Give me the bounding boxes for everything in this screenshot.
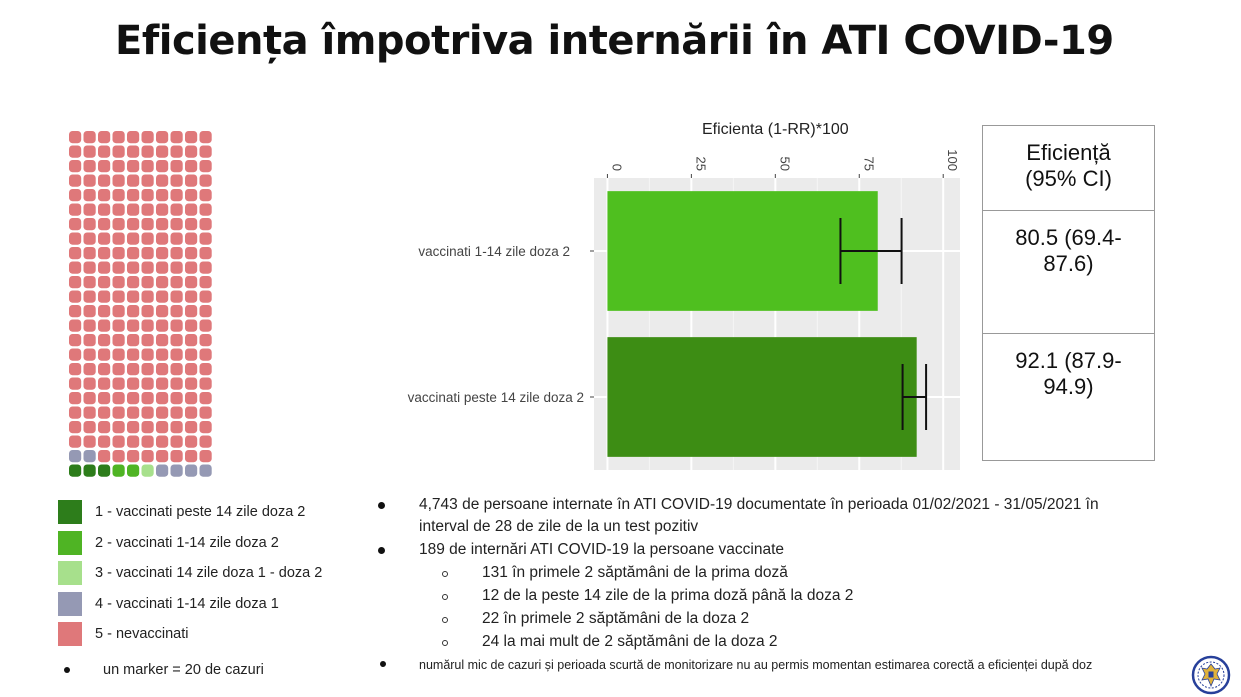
waffle-marker (113, 233, 125, 245)
waffle-marker (84, 349, 96, 361)
waffle-marker (69, 247, 81, 259)
footnote-text: numărul mic de cazuri și perioada scurtă de monitorizare nu au permis momentan estimarea corectă a eficienței după doz (419, 658, 1093, 672)
waffle-marker (156, 233, 168, 245)
waffle-marker (171, 392, 183, 404)
table-cell-line: 92.1 (87.9- (1015, 348, 1122, 373)
waffle-marker (200, 247, 212, 259)
legend-label: 5 - nevaccinati (95, 626, 189, 642)
waffle-marker (200, 131, 212, 143)
waffle-marker (142, 233, 154, 245)
waffle-marker (98, 349, 110, 361)
waffle-marker (156, 320, 168, 332)
bullet-icon (380, 661, 386, 667)
waffle-marker (142, 305, 154, 317)
waffle-marker (84, 320, 96, 332)
legend-swatch (58, 500, 82, 524)
legend-swatch (58, 561, 82, 585)
waffle-marker (185, 276, 197, 288)
waffle-marker (69, 160, 81, 172)
waffle-marker (156, 421, 168, 433)
waffle-marker (185, 378, 197, 390)
waffle-marker (98, 363, 110, 375)
waffle-marker (185, 160, 197, 172)
list-item (378, 654, 1208, 676)
waffle-marker (113, 320, 125, 332)
bar (607, 191, 877, 311)
waffle-marker (171, 363, 183, 375)
waffle-marker (84, 218, 96, 230)
waffle-marker (84, 392, 96, 404)
waffle-marker (98, 204, 110, 216)
waffle-marker (200, 392, 212, 404)
waffle-marker (69, 465, 81, 477)
legend-swatch (58, 622, 82, 646)
table-cell-line: 80.5 (69.4- (1015, 225, 1122, 250)
waffle-marker (200, 276, 212, 288)
waffle-marker (84, 436, 96, 448)
waffle-marker (69, 363, 81, 375)
category-label: vaccinati 1-14 zile doza 2 (418, 244, 570, 259)
waffle-marker (200, 349, 212, 361)
waffle-marker (84, 378, 96, 390)
waffle-marker (200, 189, 212, 201)
waffle-marker (200, 160, 212, 172)
waffle-marker (84, 363, 96, 375)
waffle-marker (171, 204, 183, 216)
circle-bullet-icon (442, 571, 448, 577)
waffle-marker (98, 421, 110, 433)
waffle-marker (113, 465, 125, 477)
waffle-marker (127, 421, 139, 433)
waffle-marker (185, 262, 197, 274)
waffle-marker (185, 204, 197, 216)
waffle-marker (84, 233, 96, 245)
waffle-marker (127, 378, 139, 390)
waffle-marker (185, 131, 197, 143)
waffle-marker (142, 247, 154, 259)
waffle-marker (200, 407, 212, 419)
waffle-marker (156, 436, 168, 448)
waffle-marker (185, 291, 197, 303)
waffle-marker (142, 363, 154, 375)
waffle-marker (127, 363, 139, 375)
waffle-marker (142, 436, 154, 448)
waffle-marker (69, 146, 81, 158)
axis-title: Eficienta (1-RR)*100 (701, 121, 849, 138)
legend-label: 4 - vaccinati 1-14 zile doza 1 (95, 595, 279, 612)
waffle-marker (142, 276, 154, 288)
waffle-marker (69, 436, 81, 448)
waffle-marker (156, 160, 168, 172)
waffle-marker (200, 146, 212, 158)
waffle-marker (127, 450, 139, 462)
waffle-marker (200, 450, 212, 462)
waffle-marker (127, 146, 139, 158)
waffle-marker (113, 276, 125, 288)
waffle-marker (98, 465, 110, 477)
waffle-marker (171, 436, 183, 448)
waffle-marker (171, 146, 183, 158)
waffle-marker (156, 189, 168, 201)
tick-label: 100 (945, 149, 961, 171)
waffle-marker (84, 262, 96, 274)
waffle-marker (113, 407, 125, 419)
waffle-marker (84, 291, 96, 303)
waffle-marker (185, 450, 197, 462)
list-item (378, 562, 1208, 585)
waffle-marker (84, 131, 96, 143)
waffle-marker (156, 450, 168, 462)
waffle-marker (113, 247, 125, 259)
waffle-marker (127, 349, 139, 361)
waffle-marker (185, 218, 197, 230)
waffle-marker (113, 334, 125, 346)
waffle-marker (98, 320, 110, 332)
waffle-marker (200, 204, 212, 216)
waffle-marker (98, 450, 110, 462)
waffle-marker (69, 407, 81, 419)
waffle-marker (127, 175, 139, 187)
waffle-marker (84, 247, 96, 259)
waffle-marker (69, 320, 81, 332)
note-subitem: 22 în primele 2 săptămâni de la doza 2 (482, 610, 750, 627)
waffle-marker (142, 349, 154, 361)
waffle-marker (98, 247, 110, 259)
waffle-marker (200, 378, 212, 390)
waffle-marker (171, 334, 183, 346)
note-text: 4,743 de persoane internate în ATI COVID-19 documentate în perioada 01/02/2021 - 31/05/2021 în (419, 496, 1099, 513)
waffle-marker (171, 276, 183, 288)
waffle-marker (84, 305, 96, 317)
waffle-marker (142, 407, 154, 419)
waffle-marker (69, 175, 81, 187)
waffle-marker (113, 291, 125, 303)
legend-label: 3 - vaccinati 14 zile doza 1 - doza 2 (95, 565, 323, 581)
waffle-marker (185, 363, 197, 375)
waffle-marker (156, 392, 168, 404)
waffle-marker (127, 233, 139, 245)
legend-label: 1 - vaccinati peste 14 zile doza 2 (95, 504, 306, 520)
waffle-marker (69, 189, 81, 201)
waffle-marker (185, 320, 197, 332)
waffle-marker (113, 450, 125, 462)
marker-note-text: un marker = 20 de cazuri (103, 662, 264, 678)
waffle-marker (142, 131, 154, 143)
waffle-marker (113, 131, 125, 143)
list-item (378, 608, 1208, 631)
waffle-marker (127, 392, 139, 404)
waffle-marker (200, 262, 212, 274)
tick-label: 50 (777, 156, 793, 171)
waffle-marker (127, 334, 139, 346)
efficacy-table (982, 125, 1155, 461)
waffle-marker (98, 160, 110, 172)
waffle-marker (200, 465, 212, 477)
waffle-marker (156, 175, 168, 187)
waffle-marker (171, 131, 183, 143)
waffle-marker (98, 291, 110, 303)
waffle-marker (142, 189, 154, 201)
waffle-marker (142, 175, 154, 187)
waffle-marker (98, 334, 110, 346)
waffle-marker (98, 407, 110, 419)
waffle-marker (84, 421, 96, 433)
waffle-marker (185, 334, 197, 346)
waffle-marker (142, 378, 154, 390)
waffle-marker (113, 189, 125, 201)
waffle-marker (98, 378, 110, 390)
table-row (983, 333, 1154, 461)
waffle-marker (98, 276, 110, 288)
waffle-marker (113, 262, 125, 274)
waffle-marker (171, 247, 183, 259)
waffle-marker (142, 320, 154, 332)
waffle-marker (185, 233, 197, 245)
waffle-marker (171, 465, 183, 477)
waffle-marker (98, 262, 110, 274)
waffle-marker (171, 421, 183, 433)
list-item (378, 494, 1208, 539)
waffle-marker (98, 305, 110, 317)
bullet-icon (378, 547, 385, 554)
waffle-marker (200, 436, 212, 448)
waffle-marker (171, 262, 183, 274)
waffle-marker (156, 131, 168, 143)
waffle-marker (113, 436, 125, 448)
waffle-marker (69, 276, 81, 288)
waffle-marker (171, 320, 183, 332)
waffle-marker (127, 305, 139, 317)
waffle-marker (185, 436, 197, 448)
waffle-marker (156, 407, 168, 419)
waffle-marker (142, 465, 154, 477)
government-seal-icon (1190, 655, 1232, 695)
waffle-marker (142, 392, 154, 404)
waffle-marker (113, 305, 125, 317)
notes-list (378, 494, 1208, 676)
waffle-marker (171, 160, 183, 172)
waffle-marker (127, 160, 139, 172)
waffle-marker (171, 378, 183, 390)
waffle-marker (127, 465, 139, 477)
waffle-marker (200, 305, 212, 317)
waffle-marker (84, 189, 96, 201)
waffle-marker (113, 349, 125, 361)
waffle-marker (69, 233, 81, 245)
waffle-marker (156, 291, 168, 303)
waffle-marker (69, 450, 81, 462)
table-header-line: (95% CI) (1025, 166, 1112, 191)
waffle-marker (69, 218, 81, 230)
waffle-marker (113, 378, 125, 390)
tick-label: 0 (609, 163, 625, 171)
table-row (983, 210, 1154, 334)
waffle-marker (69, 305, 81, 317)
waffle-marker (113, 421, 125, 433)
waffle-marker (113, 175, 125, 187)
waffle-marker (185, 305, 197, 317)
waffle-marker (200, 320, 212, 332)
waffle-marker (127, 436, 139, 448)
waffle-marker (142, 421, 154, 433)
list-item (378, 585, 1208, 608)
waffle-marker (142, 146, 154, 158)
waffle-marker (69, 291, 81, 303)
waffle-marker (69, 262, 81, 274)
waffle-marker (185, 189, 197, 201)
page-title: Eficiența împotriva internării în ATI COVID-19 (115, 18, 1114, 64)
circle-bullet-icon (442, 594, 448, 600)
waffle-marker (84, 450, 96, 462)
waffle-marker (142, 334, 154, 346)
waffle-marker (185, 392, 197, 404)
waffle-marker (171, 189, 183, 201)
waffle-marker (84, 465, 96, 477)
waffle-marker (84, 204, 96, 216)
waffle-marker (185, 146, 197, 158)
waffle-marker (171, 407, 183, 419)
waffle-marker (156, 349, 168, 361)
bullet-icon (378, 502, 385, 509)
waffle-marker (127, 218, 139, 230)
waffle-marker (171, 450, 183, 462)
note-subitem: 12 de la peste 14 zile de la prima doză până la doza 2 (482, 587, 854, 604)
bullet-icon (64, 667, 70, 673)
table-header (983, 140, 1154, 192)
list-item (378, 631, 1208, 654)
waffle-marker (98, 131, 110, 143)
waffle-marker (185, 349, 197, 361)
waffle-marker (142, 218, 154, 230)
waffle-marker (127, 247, 139, 259)
waffle-marker (69, 378, 81, 390)
waffle-marker (185, 421, 197, 433)
waffle-marker (156, 276, 168, 288)
waffle-marker (69, 392, 81, 404)
waffle-marker (84, 160, 96, 172)
waffle-marker (98, 436, 110, 448)
waffle-marker (142, 262, 154, 274)
table-cell-line: 94.9) (1043, 374, 1094, 399)
waffle-marker (185, 247, 197, 259)
legend-swatch (58, 531, 82, 555)
waffle-marker (156, 305, 168, 317)
note-text: interval de 28 de zile de la un test pozitiv (419, 518, 699, 535)
waffle-marker (113, 392, 125, 404)
waffle-marker (127, 320, 139, 332)
waffle-marker (98, 146, 110, 158)
waffle-marker (200, 218, 212, 230)
waffle-marker (156, 334, 168, 346)
waffle-marker (171, 349, 183, 361)
waffle-marker (200, 233, 212, 245)
waffle-marker (156, 218, 168, 230)
waffle-marker (69, 334, 81, 346)
waffle-marker (127, 276, 139, 288)
waffle-marker (171, 175, 183, 187)
waffle-marker (185, 175, 197, 187)
category-label: vaccinati peste 14 zile doza 2 (407, 390, 584, 405)
waffle-marker (98, 175, 110, 187)
table-header-line: Eficiență (1026, 140, 1111, 165)
waffle-marker (171, 233, 183, 245)
waffle-marker (113, 218, 125, 230)
waffle-marker (69, 204, 81, 216)
waffle-marker (127, 131, 139, 143)
waffle-marker (69, 349, 81, 361)
waffle-marker (98, 218, 110, 230)
waffle-marker (156, 146, 168, 158)
waffle-marker (127, 189, 139, 201)
waffle-marker (200, 421, 212, 433)
note-text: 189 de internări ATI COVID-19 la persoane vaccinate (419, 541, 785, 558)
waffle-marker (156, 465, 168, 477)
tick-label: 25 (693, 156, 709, 171)
waffle-marker (113, 146, 125, 158)
efficacy-bar-chart (380, 118, 980, 478)
waffle-marker (142, 291, 154, 303)
waffle-marker (171, 218, 183, 230)
note-subitem: 131 în primele 2 săptămâni de la prima doză (482, 564, 788, 581)
waffle-marker (113, 160, 125, 172)
bar (607, 337, 916, 457)
waffle-marker (200, 291, 212, 303)
waffle-marker (84, 334, 96, 346)
waffle-marker (185, 465, 197, 477)
waffle-marker (69, 421, 81, 433)
legend-swatch (58, 592, 82, 616)
waffle-marker (69, 131, 81, 143)
waffle-marker (156, 262, 168, 274)
legend-label: 2 - vaccinati 1-14 zile doza 2 (95, 534, 279, 551)
waffle-marker (156, 247, 168, 259)
waffle-marker (98, 233, 110, 245)
waffle-marker (156, 378, 168, 390)
circle-bullet-icon (442, 617, 448, 623)
waffle-marker (84, 407, 96, 419)
waffle-marker (200, 175, 212, 187)
waffle-marker (127, 291, 139, 303)
waffle-marker (98, 392, 110, 404)
tick-label: 75 (861, 156, 877, 171)
waffle-marker (171, 305, 183, 317)
waffle-marker (84, 175, 96, 187)
list-item (378, 539, 1208, 562)
waffle-marker (200, 334, 212, 346)
waffle-marker (84, 276, 96, 288)
waffle-marker (200, 363, 212, 375)
waffle-marker (142, 204, 154, 216)
note-subitem: 24 la mai mult de 2 săptămâni de la doza 2 (482, 633, 778, 650)
waffle-marker (185, 407, 197, 419)
waffle-marker (113, 204, 125, 216)
waffle-marker (127, 204, 139, 216)
waffle-marker (113, 363, 125, 375)
table-cell-line: 87.6) (1043, 251, 1094, 276)
waffle-marker (156, 363, 168, 375)
waffle-marker (142, 450, 154, 462)
waffle-marker (98, 189, 110, 201)
waffle-marker (156, 204, 168, 216)
circle-bullet-icon (442, 640, 448, 646)
waffle-marker (142, 160, 154, 172)
waffle-marker (127, 407, 139, 419)
waffle-chart (68, 130, 218, 480)
waffle-marker (171, 291, 183, 303)
waffle-marker (127, 262, 139, 274)
waffle-marker (84, 146, 96, 158)
